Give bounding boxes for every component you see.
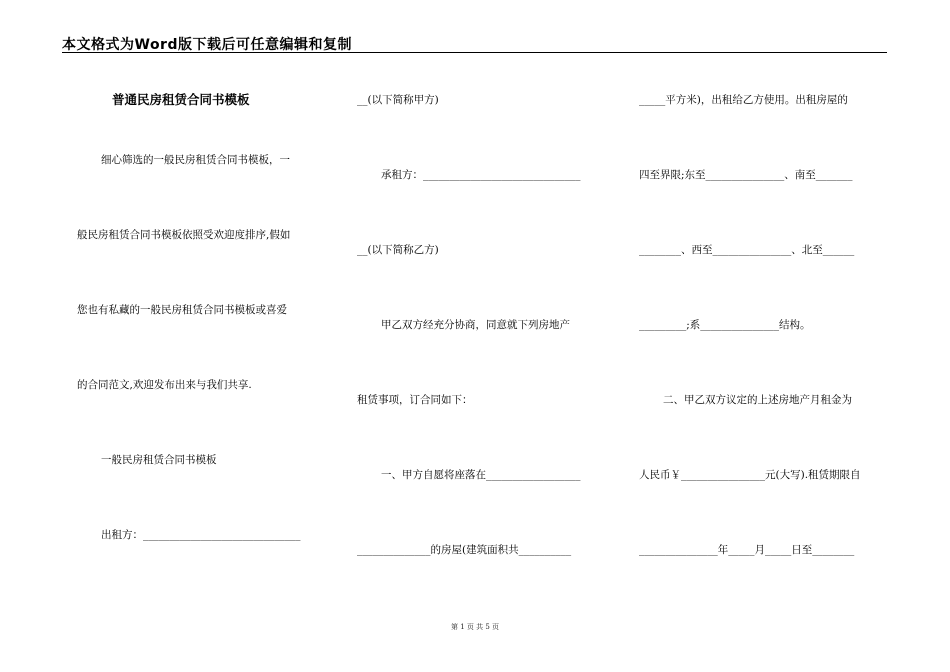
col3-line-6: 人民币￥________________元(大写).租赁期限自 bbox=[639, 469, 861, 481]
page-number: 第 1 页 共 5 页 bbox=[450, 623, 500, 631]
col1-line-1: 细心筛选的一般民房租赁合同书模板，一 bbox=[101, 154, 290, 166]
col1-line-3: 您也有私藏的一般民房租赁合同书模板或喜爱 bbox=[77, 304, 287, 316]
col3-line-5: 二、甲乙双方议定的上述房地产月租金为 bbox=[663, 394, 852, 406]
col3-line-4: _________;系_______________结构。 bbox=[639, 319, 811, 331]
col2-line-4: 甲乙双方经充分协商，同意就下列房地产 bbox=[381, 319, 570, 331]
col2-line-2: 承租方：______________________________ bbox=[381, 169, 581, 181]
col3-line-1: _____平方米)，出租给乙方使用。出租房屋的 bbox=[639, 94, 848, 106]
col1-line-4: 的合同范文,欢迎发布出来与我们共享. bbox=[77, 379, 252, 391]
col2-line-3: __(以下简称乙方) bbox=[357, 244, 439, 256]
document-header: 本文格式为Word版下载后可任意编辑和复制 bbox=[62, 37, 352, 53]
col2-line-1: __(以下简称甲方) bbox=[357, 94, 439, 106]
col2-line-7: ______________的房屋(建筑面积共__________ bbox=[357, 544, 572, 556]
col1-line-2: 般民房租赁合同书模板依照受欢迎度排序,假如 bbox=[77, 229, 291, 241]
col3-line-3: ________、西至_______________、北至______ bbox=[639, 244, 855, 256]
col3-line-7: _______________年_____月_____日至________ bbox=[639, 544, 855, 556]
header-rule bbox=[62, 52, 887, 53]
col2-line-6: 一、甲方自愿将座落在__________________ bbox=[381, 469, 581, 481]
document-title: 普通民房租赁合同书模板 bbox=[112, 92, 250, 107]
col3-line-2: 四至界限;东至_______________、南至_______ bbox=[639, 169, 853, 181]
col1-line-6: 出租方：______________________________ bbox=[101, 529, 301, 541]
col1-line-5: 一般民房租赁合同书模板 bbox=[101, 454, 217, 466]
col2-line-5: 租赁事项，订合同如下： bbox=[357, 394, 473, 406]
